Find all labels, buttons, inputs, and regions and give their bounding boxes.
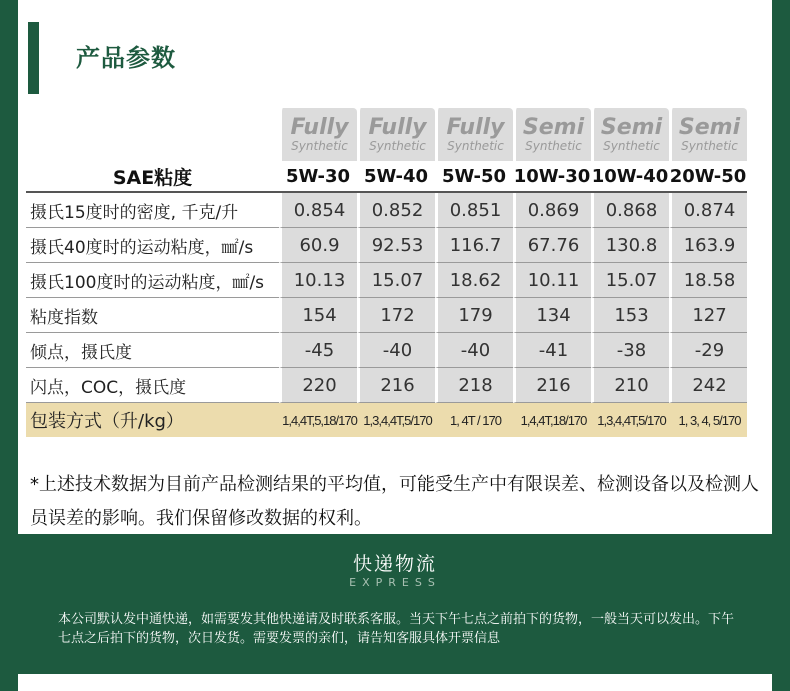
- cell-value: -40: [357, 333, 435, 368]
- cell-value: 220: [279, 368, 357, 403]
- cell-value: 218: [435, 368, 513, 403]
- grade-type-cell: [591, 108, 669, 161]
- table-row: [26, 263, 747, 298]
- grade-type-main: Fully: [368, 115, 427, 140]
- cell-value: 67.76: [513, 228, 591, 263]
- cell-value: 216: [357, 368, 435, 403]
- cell-value: 0.868: [591, 193, 669, 228]
- cell-value: 163.9: [669, 228, 747, 263]
- package-value: 1,3,4,4T,5/170: [357, 403, 435, 437]
- cell-value: 242: [669, 368, 747, 403]
- row-label: 闪点，COC，摄氏度: [26, 368, 279, 403]
- express-subtitle: EXPRESS: [349, 576, 441, 589]
- cell-value: 0.869: [513, 193, 591, 228]
- package-value: 1,4,4T,5,18/170: [279, 403, 357, 437]
- cell-value: 0.851: [435, 193, 513, 228]
- grade-type-sub: Synthetic: [681, 139, 738, 153]
- grade-type-main: Semi: [678, 115, 741, 140]
- sae-grade: 5W-40: [357, 161, 435, 193]
- disclaimer-note: *上述技术数据为目前产品检测结果的平均值，可能受生产中有限误差、检测设备以及检测人员误差的影响。我们保留修改数据的权利。: [30, 474, 759, 529]
- sae-grade: 10W-40: [591, 161, 669, 193]
- cell-value: 0.854: [279, 193, 357, 228]
- cell-value: 134: [513, 298, 591, 333]
- cell-value: 127: [669, 298, 747, 333]
- sae-grade: 20W-50: [669, 161, 747, 193]
- grade-type-main: Semi: [600, 115, 663, 140]
- cell-value: 0.852: [357, 193, 435, 228]
- cell-value: 216: [513, 368, 591, 403]
- cell-value: -41: [513, 333, 591, 368]
- cell-value: 210: [591, 368, 669, 403]
- sae-label: SAE粘度: [26, 161, 279, 193]
- package-value: 1,4,4T,18/170: [513, 403, 591, 437]
- cell-value: 92.53: [357, 228, 435, 263]
- cell-value: -29: [669, 333, 747, 368]
- sae-grade: 5W-30: [279, 161, 357, 193]
- grade-type-cell: [435, 108, 513, 161]
- grade-type-main: Fully: [446, 115, 505, 140]
- sae-grade: 5W-50: [435, 161, 513, 193]
- cell-value: -38: [591, 333, 669, 368]
- package-value: 1, 4T / 170: [435, 403, 513, 437]
- package-value: 1,3,4,4T,5/170: [591, 403, 669, 437]
- package-row: [26, 403, 747, 437]
- grade-type-main: Semi: [522, 115, 585, 140]
- cell-value: 130.8: [591, 228, 669, 263]
- cell-value: 179: [435, 298, 513, 333]
- grade-corner: [26, 108, 279, 161]
- table-row: [26, 193, 747, 228]
- cell-value: 116.7: [435, 228, 513, 263]
- sae-row: [26, 161, 747, 193]
- grade-type-cell: [513, 108, 591, 161]
- cell-value: -45: [279, 333, 357, 368]
- package-label: 包装方式（升/kg）: [26, 403, 279, 437]
- package-value: 1, 3, 4, 5/170: [669, 403, 747, 437]
- cell-value: 15.07: [591, 263, 669, 298]
- header-accent-bar: [28, 22, 39, 94]
- page-title: 产品参数: [76, 44, 176, 72]
- cell-value: 10.11: [513, 263, 591, 298]
- cell-value: -40: [435, 333, 513, 368]
- grade-type-cell: [669, 108, 747, 161]
- cell-value: 15.07: [357, 263, 435, 298]
- table-row: [26, 228, 747, 263]
- bottom-strip: [18, 674, 772, 691]
- cell-value: 10.13: [279, 263, 357, 298]
- cell-value: 18.58: [669, 263, 747, 298]
- express-section: [18, 534, 772, 674]
- grade-type-sub: Synthetic: [291, 139, 348, 153]
- cell-value: 172: [357, 298, 435, 333]
- grade-type-sub: Synthetic: [525, 139, 582, 153]
- table-row: [26, 333, 747, 368]
- grade-header-row: [26, 108, 747, 161]
- grade-type-sub: Synthetic: [369, 139, 426, 153]
- grade-type-sub: Synthetic: [603, 139, 660, 153]
- cell-value: 60.9: [279, 228, 357, 263]
- spec-table: [26, 108, 747, 437]
- table-row: [26, 368, 747, 403]
- row-label: 摄氏100度时的运动粘度，㎟/s: [26, 263, 279, 298]
- grade-type-sub: Synthetic: [447, 139, 504, 153]
- express-title: 快递物流: [352, 553, 437, 575]
- cell-value: 0.874: [669, 193, 747, 228]
- table-row: [26, 298, 747, 333]
- cell-value: 18.62: [435, 263, 513, 298]
- row-label: 粘度指数: [26, 298, 279, 333]
- row-label: 摄氏15度时的密度, 千克/升: [26, 193, 279, 228]
- grade-type-cell: [279, 108, 357, 161]
- express-body: 本公司默认发中通快递，如需要发其他快递请及时联系客服。当天下午七点之前拍下的货物，一般当天可以发出。下午七点之后拍下的货物，次日发货。需要发票的亲们，请告知客服具体开票信息: [58, 612, 735, 646]
- row-label: 倾点，摄氏度: [26, 333, 279, 368]
- grade-type-main: Fully: [290, 115, 349, 140]
- cell-value: 153: [591, 298, 669, 333]
- grade-type-cell: [357, 108, 435, 161]
- cell-value: 154: [279, 298, 357, 333]
- row-label: 摄氏40度时的运动粘度，㎟/s: [26, 228, 279, 263]
- sae-grade: 10W-30: [513, 161, 591, 193]
